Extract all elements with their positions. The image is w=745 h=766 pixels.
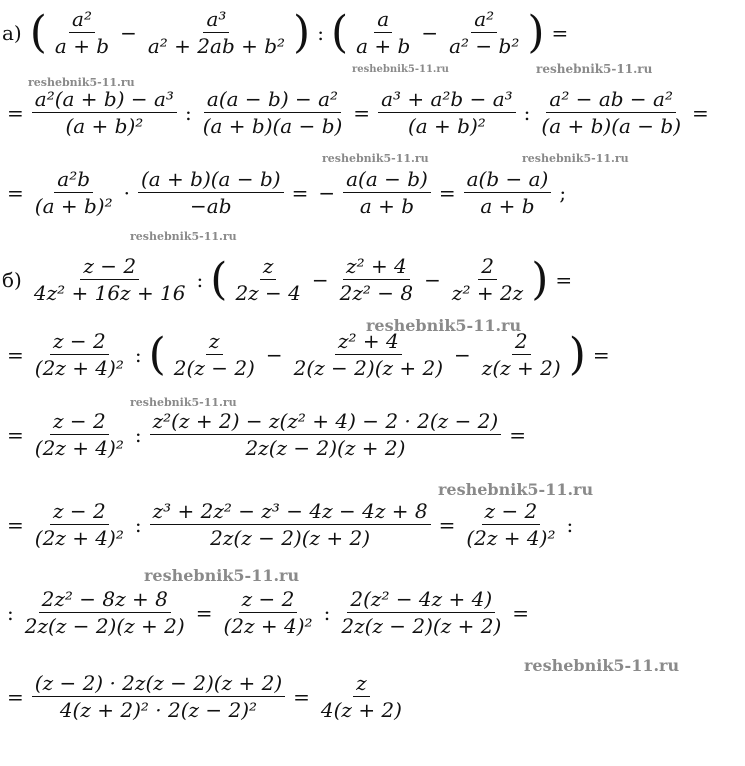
denominator: 2z² − 8 (339, 281, 414, 305)
denominator: (2z + 4)² (34, 356, 124, 380)
open-paren: ( (29, 6, 47, 58)
watermark: reshebnik5-11.ru (522, 152, 629, 165)
division-sign: : (566, 512, 574, 537)
watermark: reshebnik5-11.ru (536, 62, 653, 76)
part-a-line-3 (2, 168, 571, 217)
fraction (378, 88, 516, 137)
watermark: reshebnik5-11.ru (524, 656, 680, 675)
equals-sign: = (7, 342, 24, 367)
part-a-label: а) (2, 20, 22, 45)
numerator: a³ (203, 8, 229, 33)
fraction (32, 500, 127, 549)
part-b-line-6 (2, 672, 408, 721)
fraction (343, 168, 431, 217)
fraction (463, 500, 558, 549)
denominator: (a + b)² (34, 194, 113, 218)
minus-sign: − (265, 342, 283, 367)
denominator: 2z(z − 2)(z + 2) (210, 526, 371, 550)
denominator: (a + b)² (407, 114, 486, 138)
numerator: a²b (54, 168, 93, 193)
fraction (171, 330, 258, 379)
denominator: (a + b)² (65, 114, 144, 138)
denominator: −ab (190, 194, 232, 218)
fraction (449, 255, 526, 304)
fraction (145, 8, 288, 57)
minus-sign: − (318, 180, 336, 205)
numerator: z²(z + 2) − z(z² + 4) − 2 · 2(z − 2) (150, 410, 502, 435)
division-sign: : (196, 267, 204, 292)
fraction (52, 8, 112, 57)
minus-sign: − (454, 342, 471, 367)
equals-sign: = (195, 600, 213, 625)
part-b-line-1 (2, 255, 577, 304)
watermark: reshebnik5-11.ru (366, 316, 522, 335)
numerator: (a + b)(a − b) (138, 168, 284, 193)
numerator: (z − 2) · 2z(z − 2)(z + 2) (32, 672, 285, 697)
equals-sign: = (291, 180, 309, 205)
denominator: (2z + 4)² (34, 526, 124, 550)
division-sign: : (134, 512, 142, 537)
denominator: 4(z + 2) (320, 698, 402, 722)
equals-sign: = (293, 684, 310, 709)
watermark: reshebnik5-11.ru (144, 566, 300, 585)
numerator: z³ + 2z² − z³ − 4z − 4z + 8 (150, 500, 431, 525)
numerator: z − 2 (50, 410, 109, 435)
fraction (353, 8, 413, 57)
denominator: a + b (359, 194, 415, 218)
fraction (446, 8, 522, 57)
numerator: z − 2 (80, 255, 139, 280)
numerator: a² − ab − a² (546, 88, 676, 113)
equals-sign: = (438, 512, 456, 537)
numerator: z² + 4 (335, 330, 402, 355)
denominator: (a + b)(a − b) (202, 114, 343, 138)
numerator: z² + 4 (343, 255, 410, 280)
equals-sign: = (7, 180, 24, 205)
part-b-label: б) (2, 267, 22, 292)
denominator: a² + 2ab + b² (147, 34, 286, 58)
close-paren: ) (531, 253, 549, 305)
division-sign: : (134, 422, 142, 447)
fraction (232, 255, 303, 304)
division-sign: : (323, 600, 331, 625)
equals-sign: = (7, 422, 24, 447)
watermark: reshebnik5-11.ru (130, 230, 237, 243)
close-paren: ) (293, 6, 311, 58)
denominator: a + b (480, 194, 535, 218)
part-a-line-1 (2, 8, 573, 57)
semicolon: ; (559, 180, 567, 205)
numerator: 2 (478, 255, 497, 280)
denominator: 2z(z − 2)(z + 2) (341, 614, 502, 638)
fraction (220, 588, 315, 637)
denominator: (a + b)(a − b) (541, 114, 681, 138)
minus-sign: − (424, 267, 441, 292)
equals-sign: = (592, 342, 610, 367)
open-paren: ( (330, 6, 349, 58)
fraction (150, 410, 502, 459)
denominator: a² − b² (449, 34, 520, 58)
watermark: reshebnik5-11.ru (438, 480, 594, 499)
numerator: 2 (512, 330, 531, 355)
numerator: a(b − a) (464, 168, 552, 193)
denominator: (2z + 4)² (466, 526, 556, 550)
part-b-line-2 (2, 330, 615, 379)
denominator: z² + 2z (451, 281, 524, 305)
fraction (32, 330, 127, 379)
denominator: (2z + 4)² (34, 436, 124, 460)
open-paren: ( (148, 328, 166, 380)
numerator: 2(z² − 4z + 4) (347, 588, 495, 613)
denominator: 4z² + 16z + 16 (33, 281, 186, 305)
equals-sign: = (7, 512, 24, 537)
numerator: a(a − b) (343, 168, 431, 193)
denominator: 4(z + 2)² · 2(z − 2)² (59, 698, 258, 722)
equals-sign: = (509, 422, 526, 447)
minus-sign: − (311, 267, 329, 292)
fraction (22, 588, 188, 637)
denominator: 2z(z − 2)(z + 2) (245, 436, 406, 460)
denominator: 2z(z − 2)(z + 2) (24, 614, 185, 638)
minus-sign: − (421, 20, 439, 45)
equals-sign: = (438, 180, 456, 205)
fraction (31, 255, 189, 304)
fraction (32, 410, 127, 459)
numerator: a² (471, 8, 497, 33)
fraction (291, 330, 446, 379)
fraction (138, 168, 284, 217)
fraction (150, 500, 431, 549)
watermark: reshebnik5-11.ru (322, 152, 429, 165)
numerator: a(a − b) − a² (204, 88, 341, 113)
numerator: a (374, 8, 392, 33)
fraction (538, 88, 684, 137)
equals-sign: = (353, 100, 371, 125)
equals-sign: = (512, 600, 530, 625)
numerator: z (206, 330, 223, 355)
part-b-line-3 (2, 410, 531, 459)
numerator: z − 2 (482, 500, 541, 525)
division-sign: : (7, 600, 14, 625)
denominator: z(z + 2) (481, 356, 561, 380)
equals-sign: = (555, 267, 573, 292)
equals-sign: = (551, 20, 569, 45)
division-sign: : (184, 100, 192, 125)
numerator: a²(a + b) − a³ (32, 88, 177, 113)
multiplication-dot: · (123, 180, 130, 205)
part-b-line-5 (2, 588, 534, 637)
denominator: (2z + 4)² (223, 614, 313, 638)
division-sign: : (317, 20, 324, 45)
watermark: reshebnik5-11.ru (352, 64, 449, 75)
part-a-line-2 (2, 88, 714, 137)
close-paren: ) (568, 328, 586, 380)
numerator: z − 2 (50, 500, 109, 525)
numerator: 2z² − 8z + 8 (39, 588, 171, 613)
fraction (464, 168, 552, 217)
fraction (479, 330, 564, 379)
part-b-line-4 (2, 500, 578, 549)
fraction (32, 672, 285, 721)
denominator: 2z − 4 (235, 281, 301, 305)
numerator: z − 2 (50, 330, 109, 355)
fraction (318, 672, 405, 721)
numerator: z (260, 255, 277, 280)
denominator: 2(z − 2) (173, 356, 255, 380)
equals-sign: = (692, 100, 709, 125)
fraction (200, 88, 346, 137)
fraction (338, 588, 504, 637)
division-sign: : (134, 342, 142, 367)
numerator: a³ + a²b − a³ (378, 88, 516, 113)
fraction (337, 255, 416, 304)
watermark: reshebnik5-11.ru (130, 396, 237, 409)
denominator: a + b (356, 34, 411, 58)
numerator: a² (69, 8, 95, 33)
equals-sign: = (7, 684, 24, 709)
denominator: a + b (54, 34, 110, 58)
numerator: z (353, 672, 370, 697)
fraction (32, 168, 116, 217)
numerator: z − 2 (239, 588, 298, 613)
close-paren: ) (527, 6, 545, 58)
watermark: reshebnik5-11.ru (28, 76, 135, 89)
denominator: 2(z − 2)(z + 2) (293, 356, 444, 380)
open-paren: ( (210, 253, 228, 305)
fraction (32, 88, 177, 137)
equals-sign: = (7, 100, 24, 125)
minus-sign: − (120, 20, 137, 45)
division-sign: : (523, 100, 531, 125)
